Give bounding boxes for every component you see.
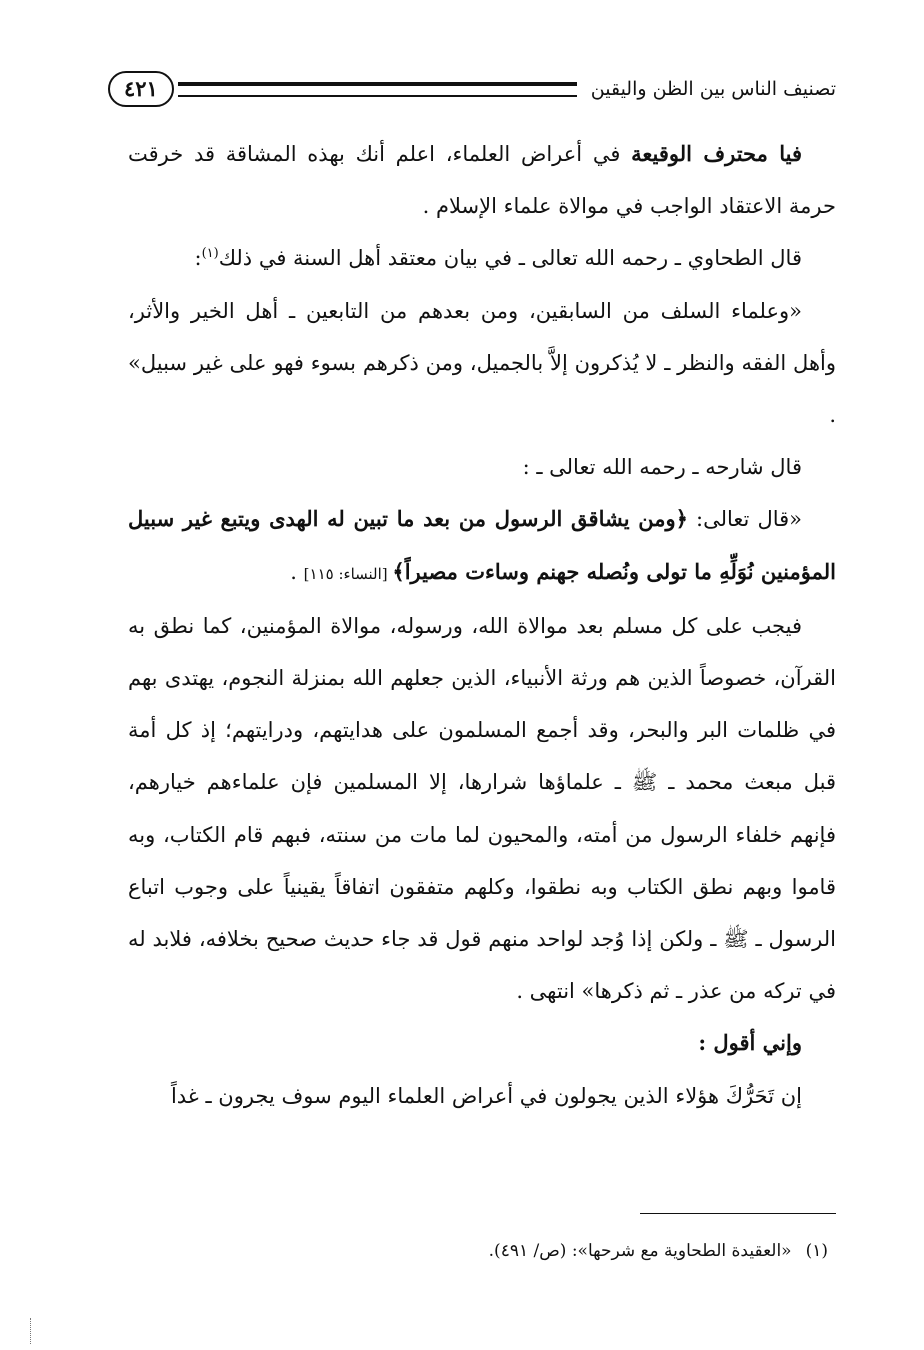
footnote [128, 1238, 828, 1264]
footnote-reference: (١) [201, 246, 219, 262]
paragraph-7: وإني أقول : [698, 1030, 802, 1056]
quote-commentary-intro: «قال تعالى: [687, 507, 803, 532]
quote-commentary [128, 493, 836, 599]
paragraph-4: قال شارحه ـ رحمه الله تعالى ـ : [522, 455, 802, 480]
quote-commentary-end: . [290, 559, 304, 584]
paragraph-2-colon: : [194, 246, 202, 271]
body-text [128, 128, 836, 1122]
paragraph-1 [128, 128, 836, 232]
page-number: ٤٢١ [108, 71, 174, 107]
paragraph-2-text: قال الطحاوي ـ رحمه الله تعالى ـ في بيان معتقد أهل السنة في ذلك [218, 246, 802, 271]
quran-verse: ﴿ومن يشاقق الرسول من بعد ما تبين له الهدى ويتبع غير سبيل المؤمنين نُوَلِّهِ ما تولى ونُصله جهنم وساءت مصيراً﴾ [128, 506, 836, 584]
emphasis-phrase: فيا محترف الوقيعة [631, 141, 802, 166]
paragraph-8: إن تَحَرُّكَ هؤلاء الذين يجولون في أعراض العلماء اليوم سوف يجرون ـ غداً [170, 1083, 802, 1108]
paragraph-6: فيجب على كل مسلم بعد موالاة الله، ورسوله، موالاة المؤمنين، كما نطق به القرآن، خصوصاً الذين هم ورثة الأنبياء، الذين جعلهم الله بمنزلة النجوم، يهتدى بهم في ظلمات البر والبحر، وقد أجمع المسلمون على هدايتهم، ودرايتهم؛ إذ كل أمة قبل مبعث محمد ـ ﷺ ـ علماؤها شرارها، إلا المسلمين فإن علماءهم خيارهم، فإنهم خلفاء الرسول من أمته، والمحيون لما مات من سنته، فبهم قام الكتاب، وبه قاموا وبهم نطق الكتاب وبه نطقوا، وكلهم متفقون اتفاقاً يقينياً على وجوب اتباع الرسول ـ ﷺ ـ ولكن إذا وُجد لواحد منهم قول قد جاء حديث صحيح بخلافه، فلابد له في تركه من عذر ـ ثم ذكرها» انتهى . [128, 613, 836, 1004]
verse-reference: [النساء: ١١٥] [303, 564, 393, 583]
footnote-rule [640, 1213, 836, 1214]
margin-mark [30, 1318, 32, 1344]
running-title: تصنيف الناس بين الظن واليقين [590, 78, 836, 100]
header-rule [178, 82, 577, 97]
page-header [108, 68, 836, 110]
paragraph-1-text: في أعراض العلماء، اعلم أنك بهذه المشاقة قد خرقت حرمة الاعتقاد الواجب في موالاة علماء الإسلام . [128, 142, 836, 219]
footnote-marker: (١) [805, 1241, 828, 1261]
paragraph-2 [128, 232, 836, 284]
quote-tahawi: «وعلماء السلف من السابقين، ومن بعدهم من التابعين ـ أهل الخير والأثر، وأهل الفقه والنظر ـ لا يُذكرون إلاَّ بالجميل، ومن ذكرهم بسوء فهو على غير سبيل» . [128, 298, 836, 428]
footnote-text: «العقيدة الطحاوية مع شرحها»: (ص/ ٤٩١). [488, 1241, 792, 1261]
